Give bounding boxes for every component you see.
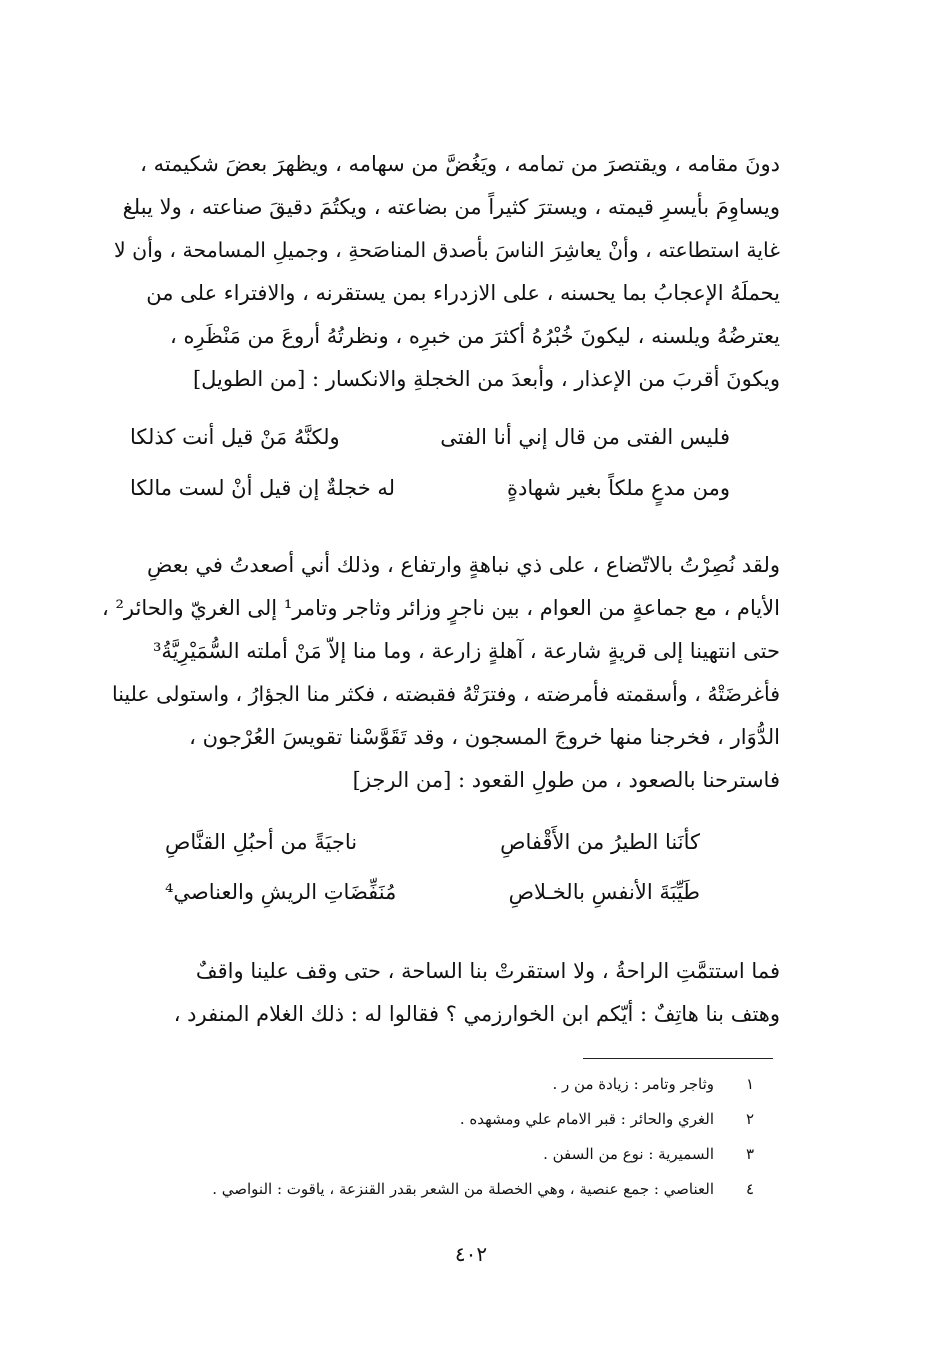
text-line: ولقد نُصِرْتُ بالاتّضاع ، على ذي نباهةٍ وارتفاع ، وذلك أني أصعدتُ في بعضِ [147,553,780,577]
verse-hemistich-left: ولكنَّهُ مَنْ قيل أنت كذلكا [130,425,340,449]
verse-line [165,880,700,910]
footnote-text: العناصي : جمع عنصية ، وهي الخصلة من الشعر بقدر القنزعة ، ياقوت : النواصي . [212,1180,714,1198]
footnote-number: ٤ [745,1180,754,1198]
footnote [154,1145,754,1167]
footnote-text: وثاجر وتامر : زيادة من ر . [552,1075,714,1093]
text-line: الأيام ، مع جماعةٍ من العوام ، بين ناجرٍ وزائر وثاجر وتامر¹ إلى الغريّ والحائر² ، [102,596,780,620]
text-line: غاية استطاعته ، وأنْ يعاشِرَ الناسَ بأصدق المناصَحةِ ، وجميلِ المسامحة ، وأن لا [113,238,780,262]
footnote-number: ٢ [745,1110,754,1128]
text-line: يحملَهُ الإعجابُ بما يحسنه ، على الازدراء بمن يستقرنه ، والافتراء على من [146,281,780,305]
text-line: ويكونَ أقربَ من الإعذار ، وأبعدَ من الخجلةِ والانكسار : [من الطويل] [192,367,780,391]
text-line: حتى انتهينا إلى قريةٍ شارعة ، آهلةٍ زارعة ، وما منا إلاّ مَنْ أملته السُّمَيْرِيَّةُ³ [152,639,780,663]
text-line: فاسترحنا بالصعود ، من طولِ القعود : [من الرجز] [352,768,780,792]
text-line: يعترضُهُ ويلسنه ، ليكونَ خُبْرُهُ أكثرَ من خبرِه ، ونظرتُهُ أروعَ من مَنْظَرِه ، [170,324,780,348]
text-line: الدُّوَار ، فخرجنا منها خروجَ المسجون ، وقد تَقَوَّسْنا تقويسَ العُرْجون ، [189,725,780,749]
page-number: ٤٠٢ [454,1242,488,1266]
verse-line [165,830,700,860]
paragraph-2 [100,544,780,802]
text-line: ويساوِمَ بأيسرِ قيمته ، ويسترَ كثيراً من بضاعته ، ويكتُمَ دقيقَ صناعته ، ولا يبلغ [122,195,780,219]
footnote [154,1180,754,1202]
footnote-number: ١ [745,1075,754,1093]
verse-hemistich-left: له خجلةٌ إن قيل أنْ لست مالكا [130,476,396,500]
paragraph-3 [100,950,780,1036]
verse-hemistich-right: ومن مدعٍ ملكاً بغير شهادةٍ [506,476,730,500]
verse-hemistich-right: فليس الفتى من قال إني أنا الفتى [440,425,730,449]
footnote-number: ٣ [745,1145,754,1163]
text-line: فما استتمَّتِ الراحةُ ، ولا استقرتْ بنا الساحة ، حتى وقف علينا واقفٌ [195,959,780,983]
verse-line [130,476,730,506]
verse-line [130,425,730,455]
verse-hemistich-left: ناجيَةً من أحبُلِ القنَّاصِ [165,830,358,854]
text-line: فأغرضَتْهُ ، وأسقمته فأمرضته ، وفترَتْهُ فقبضته ، فكثر منا الجؤارُ ، واستولى علينا [111,682,780,706]
text-line: وهتف بنا هاتِفٌ : أيّكم ابن الخوارزمي ؟ فقالوا له : ذلك الغلام المنفرد ، [173,1002,780,1026]
footnote-text: السميرية : نوع من السفن . [543,1145,714,1163]
text-line: دونَ مقامه ، ويقتصرَ من تمامه ، ويَغُضَّ من سهامه ، ويظهرَ بعضَ شكيمته ، [140,152,780,176]
verse-hemistich-right: طَيِّبَةَ الأنفسِ بالخـلاصِ [508,880,700,904]
footnote [154,1110,754,1132]
paragraph-1 [100,143,780,401]
footnote-text: الغري والحائر : قبر الامام علي ومشهده . [459,1110,714,1128]
footnote [154,1075,754,1097]
verse-hemistich-right: كأنَنا الطيرُ من الأَقْفاصِ [500,830,700,854]
verse-hemistich-left: مُنَفِّضَاتِ الريشِ والعناصي⁴ [165,880,397,904]
footnote-separator [583,1058,773,1059]
